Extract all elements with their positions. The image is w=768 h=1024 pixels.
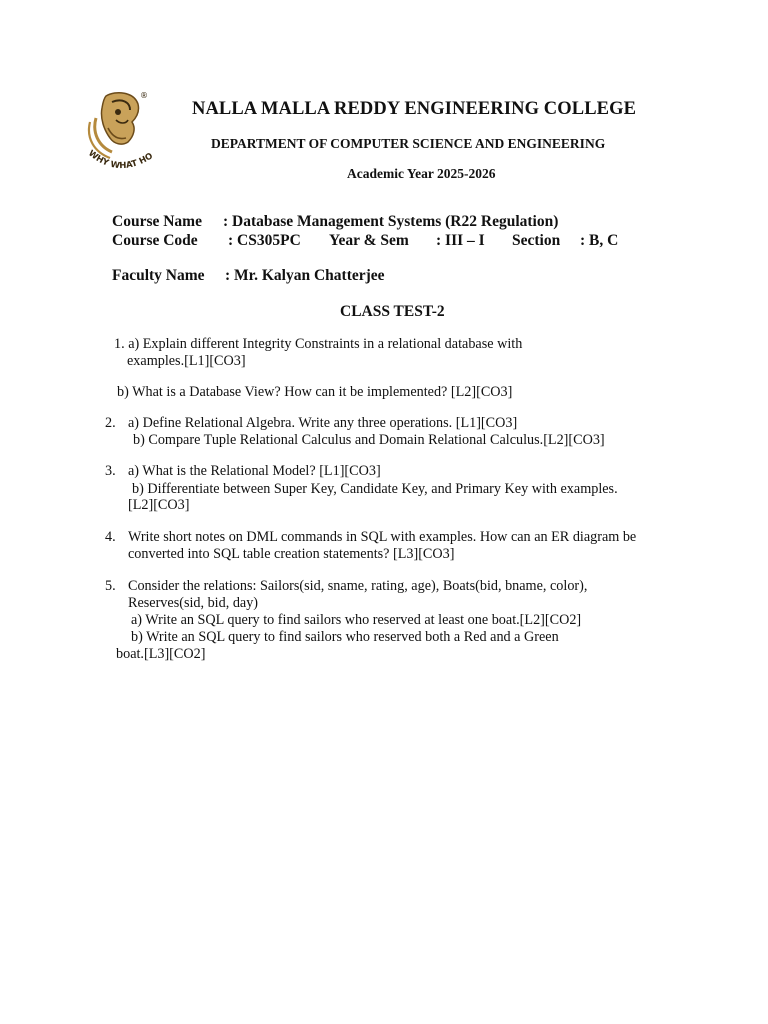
section-label: Section xyxy=(512,232,561,249)
faculty-name-value: : Mr. Kalyan Chatterjee xyxy=(225,267,385,284)
question-2a: a) Define Relational Algebra. Write any three operations. [L1][CO3] xyxy=(128,415,518,431)
question-1a-line1: 1. a) Explain different Integrity Constraints in a relational database with xyxy=(114,336,523,352)
college-name: NALLA MALLA REDDY ENGINEERING COLLEGE xyxy=(192,99,637,119)
year-sem-value: : III – I xyxy=(436,232,485,249)
logo-text: WHY WHAT HO xyxy=(86,148,155,172)
course-name-label: Course Name xyxy=(112,213,202,230)
question-5-line2: Reserves(sid, bid, day) xyxy=(128,595,259,611)
question-2-number: 2. xyxy=(105,415,116,431)
question-4-number: 4. xyxy=(105,529,116,545)
question-5b-line1: b) Write an SQL query to find sailors who reserved both a Red and a Green xyxy=(131,629,559,645)
academic-year: Academic Year 2025-2026 xyxy=(347,166,496,181)
question-4-line1: Write short notes on DML commands in SQL with examples. How can an ER diagram be xyxy=(128,529,637,545)
question-3a: a) What is the Relational Model? [L1][CO3] xyxy=(128,463,381,479)
question-4-line2: converted into SQL table creation statements? [L3][CO3] xyxy=(128,546,455,562)
question-5a: a) Write an SQL query to find sailors who reserved at least one boat.[L2][CO2] xyxy=(131,612,582,628)
logo-registered-mark: ® xyxy=(140,91,148,100)
question-3-number: 3. xyxy=(105,463,116,479)
course-code-label: Course Code xyxy=(112,232,198,249)
faculty-name-label: Faculty Name xyxy=(112,267,205,284)
section-value: : B, C xyxy=(580,232,619,249)
question-5b-line2: boat.[L3][CO2] xyxy=(116,646,206,662)
course-code-value: : CS305PC xyxy=(228,232,301,249)
question-5-number: 5. xyxy=(105,578,116,594)
year-sem-label: Year & Sem xyxy=(329,232,409,249)
logo-emblem-icon xyxy=(82,88,160,176)
course-name-value: : Database Management Systems (R22 Regulation) xyxy=(223,213,559,230)
question-1b: b) What is a Database View? How can it be implemented? [L2][CO3] xyxy=(117,384,513,400)
question-2b: b) Compare Tuple Relational Calculus and Domain Relational Calculus.[L2][CO3] xyxy=(133,432,605,448)
question-5-line1: Consider the relations: Sailors(sid, sname, rating, age), Boats(bid, bname, color), xyxy=(128,578,588,594)
test-title: CLASS TEST-2 xyxy=(340,303,445,320)
question-1a-line2: examples.[L1][CO3] xyxy=(127,353,246,369)
department-name: DEPARTMENT OF COMPUTER SCIENCE AND ENGINEERING xyxy=(211,136,606,151)
question-3b-line2: [L2][CO3] xyxy=(128,497,190,513)
question-3b-line1: b) Differentiate between Super Key, Candidate Key, and Primary Key with examples. xyxy=(132,481,618,497)
college-logo xyxy=(82,88,160,176)
